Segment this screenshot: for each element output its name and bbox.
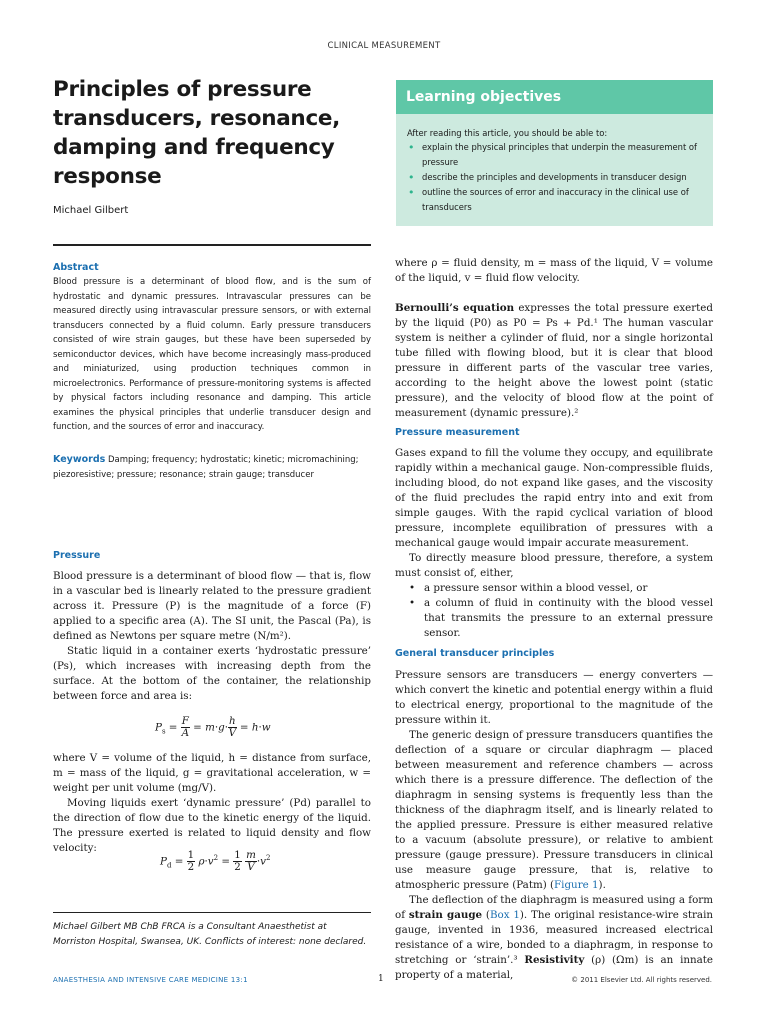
abstract-text: Blood pressure is a determinant of blood flow, and is the sum of hydrostatic and dynamic pressures. Intravascular pressures can be measured directly using intravascular pressure sensors, or with external transducers connected by a fluid column. Early pressure transducers consisted of wire strain gauges, but these have been superseded by semiconductor devices, which have become increasingly mass-produced and miniaturized, using production techniques common in microelectronics. Performance of pressure-monitoring systems is affected by physical factors including resonance and damping. This article examines the physical principles that underlie transducer design and function, and the sources of error and inaccuracy. [53, 277, 371, 432]
right-column-top [395, 256, 713, 421]
equation-hydrostatic: $P_s$ = $\frac{F}{A}$ = m·g· $\frac{h}{V}$ = h·w [155, 715, 271, 739]
paragraph: Gases expand to fill the volume they occupy, and equilibrate rapidly within a mechanical gauge. Non-compressible fluids, including blood, do not expand like gases, and the viscosity of the fluid precludes the rapid entry into and exit from simple gauges. With the rapid cyclical variation of blood pressure, incomplete equilibration of pressures with a mechanical gauge would impair accurate measurement. [395, 447, 713, 549]
copyright: © 2011 Elsevier Ltd. All rights reserved. [571, 976, 712, 984]
article-title: Principles of pressure transducers, resonance, damping and frequency response [53, 77, 341, 189]
objective-item: • explain the physical principles that underpin the measurement of pressure [407, 140, 703, 170]
learning-objectives-box [396, 80, 713, 226]
objective-item: • outline the sources of error and inaccuracy in the clinical use of transducers [407, 185, 703, 215]
author-name: Michael Gilbert [53, 205, 129, 216]
paragraph: where V = volume of the liquid, h = distance from surface, m = mass of the liquid, g = gravitational acceleration, w = weight per unit volume (mg/V). [53, 752, 371, 794]
paragraph: Pressure sensors are transducers — energy converters — which convert the kinetic and potential energy within a fluid to electrical energy, proportional to the magnitude of the pressure within it. [395, 669, 713, 726]
learning-objectives-heading: Learning objectives [396, 80, 713, 114]
section-heading-general-transducer: General transducer principles [395, 648, 555, 659]
page-number: 1 [378, 974, 384, 984]
author-footnote: Michael Gilbert MB ChB FRCA is a Consultant Anaesthetist at Morriston Hospital, Swansea, UK. Conflicts of interest: none declared. [53, 922, 367, 947]
paragraph: Bernoulli’s equation expresses the total pressure exerted by the liquid (P0) as P0 = Ps + Pd.¹ The human vascular system is neither a cylinder of fluid, nor a single horizontal tube filled with flowing blood, but it is clear that blood pressure in different parts of the vascular tree varies, according to the height above the lowest point (static pressure), and the velocity of blood flow at the point of measurement (dynamic pressure).² [395, 302, 713, 419]
pressure-para-1 [53, 569, 371, 704]
paragraph: To directly measure blood pressure, therefore, a system must consist of, either, [395, 552, 713, 579]
abstract-heading: Abstract [53, 262, 99, 273]
journal-footer: ANAESTHESIA AND INTENSIVE CARE MEDICINE 13:1 [53, 976, 248, 984]
box-1-link[interactable]: Box 1 [489, 909, 520, 921]
paragraph: The generic design of pressure transducers quantifies the deflection of a square or circular diaphragm — placed between measurement and reference chambers — across which there is a pressure difference. The deflection of the diaphragm in sensing systems is frequently less than the thickness of the diaphragm itself, and is linearly related to the applied pressure. Pressure is either measured relative to a vacuum (absolute pressure), or relative to ambient pressure (gauge pressure). Pressure transducers in clinical use measure gauge pressure, that is, relative to atmospheric pressure (Patm) (Figure 1). [395, 729, 713, 891]
paragraph: where ρ = fluid density, m = mass of the liquid, V = volume of the liquid, v = fluid flow velocity. [395, 257, 713, 284]
objective-item: • describe the principles and developments in transducer design [407, 170, 703, 185]
keywords-label: Keywords [53, 454, 106, 465]
keywords [53, 452, 371, 483]
resistivity-term: Resistivity [524, 954, 585, 966]
pressure-para-2 [53, 751, 371, 856]
bullet-item: • a column of fluid in continuity with the blood vessel that transmits the pressure to an external pressure sensor. [395, 596, 713, 641]
running-header: CLINICAL MEASUREMENT [327, 41, 441, 51]
footnote-divider [53, 912, 371, 913]
section-heading-pressure-measurement: Pressure measurement [395, 427, 520, 438]
paragraph: Moving liquids exert ‘dynamic pressure’ (Pd) parallel to the direction of flow due to the kinetic energy of the liquid. The pressure exerted is related to liquid density and flow velocity: [53, 797, 371, 854]
bullet-item: • a pressure sensor within a blood vessel, or [395, 581, 713, 596]
keywords-text: Damping; frequency; hydrostatic; kinetic; micromachining; piezoresistive; pressure; resonance; strain gauge; transducer [53, 455, 359, 480]
learning-objectives-list [396, 140, 713, 215]
abstract-divider [53, 244, 371, 246]
equation-dynamic: $P_d$ = $\frac{1}{2}$ $\rho\cdot v^2$ = $\frac{1}{2}$ $\frac{m}{V}$ $\cdot v^2$ [160, 849, 271, 873]
paragraph: Static liquid in a container exerts ‘hydrostatic pressure’ (Ps), which increases with increasing depth from the surface. At the bottom of the container, the relationship between force and area is: [53, 645, 371, 702]
paragraph: The deflection of the diaphragm is measured using a form of strain gauge (Box 1). The original resistance-wire strain gauge, invented in 1936, measured increased electrical resistance of a wire, bonded to a diaphragm, in response to stretching or ‘strain’.³ Resistivity (ρ) (Ωm) is an innate property of a material, [395, 894, 714, 981]
learning-objectives-intro: After reading this article, you should be able to: [407, 128, 608, 138]
pressure-measurement-bullets [395, 581, 713, 641]
general-transducer-text [395, 668, 713, 983]
figure-1-link[interactable]: Figure 1 [554, 879, 599, 891]
pressure-measurement-text [395, 446, 713, 641]
paragraph: Blood pressure is a determinant of blood flow — that is, flow in a vascular bed is linearly related to the pressure gradient across it. Pressure (P) is the magnitude of a force (F) applied to a specific area (A). The SI unit, the Pascal (Pa), is defined as Newtons per square metre (N/m²). [53, 570, 371, 642]
bernoulli-term: Bernoulli’s equation [395, 302, 515, 314]
section-heading-pressure: Pressure [53, 550, 101, 561]
strain-gauge-term: strain gauge [408, 909, 483, 921]
